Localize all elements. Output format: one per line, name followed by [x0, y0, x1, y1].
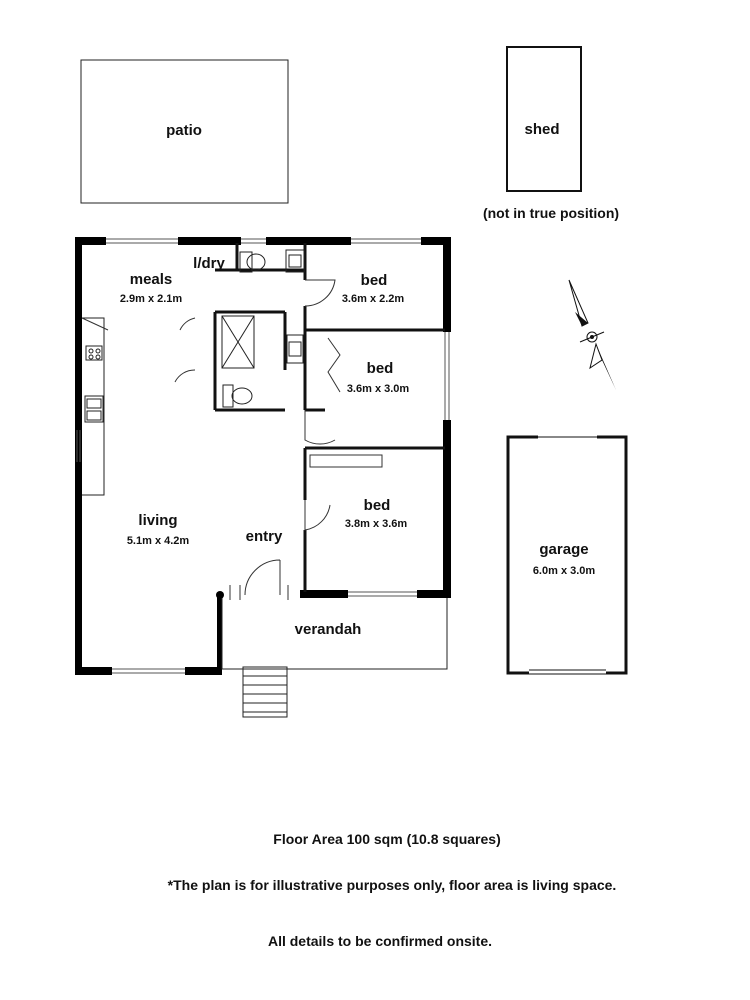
doors [82, 280, 382, 600]
floor-area-text: Floor Area 100 sqm (10.8 squares) [273, 831, 501, 847]
room-dims-living: 5.1m x 4.2m [126, 535, 190, 547]
shed-position-note: (not in true position) [482, 205, 620, 221]
room-label-bed-1: bed [360, 272, 388, 289]
kitchen-bench [82, 318, 104, 495]
room-dims-meals: 2.9m x 2.1m [119, 293, 183, 305]
bathroom-fixtures [222, 250, 304, 407]
verandah-outline [222, 598, 447, 717]
room-label-meals: meals [129, 271, 173, 288]
room-label-bed-2: bed [366, 360, 394, 377]
room-label-laundry: l/dry [193, 255, 225, 272]
north-arrow-icon [569, 280, 616, 390]
room-label-patio: patio [166, 122, 202, 139]
room-label-entry: entry [245, 528, 283, 545]
room-label-bed-3: bed [363, 497, 391, 514]
confirm-onsite-text: All details to be confirmed onsite. [267, 933, 493, 949]
room-label-verandah: verandah [294, 621, 362, 638]
room-dims-bed-1: 3.6m x 2.2m [341, 293, 405, 305]
room-dims-bed-2: 3.6m x 3.0m [346, 383, 410, 395]
room-label-garage: garage [539, 541, 589, 558]
room-dims-garage: 6.0m x 3.0m [532, 565, 596, 577]
room-label-living: living [138, 512, 178, 529]
room-label-shed: shed [524, 121, 560, 138]
shed-outline [507, 47, 581, 191]
disclaimer-text: *The plan is for illustrative purposes only, floor area is living space. [167, 877, 617, 893]
room-dims-bed-3: 3.8m x 3.6m [344, 518, 408, 530]
